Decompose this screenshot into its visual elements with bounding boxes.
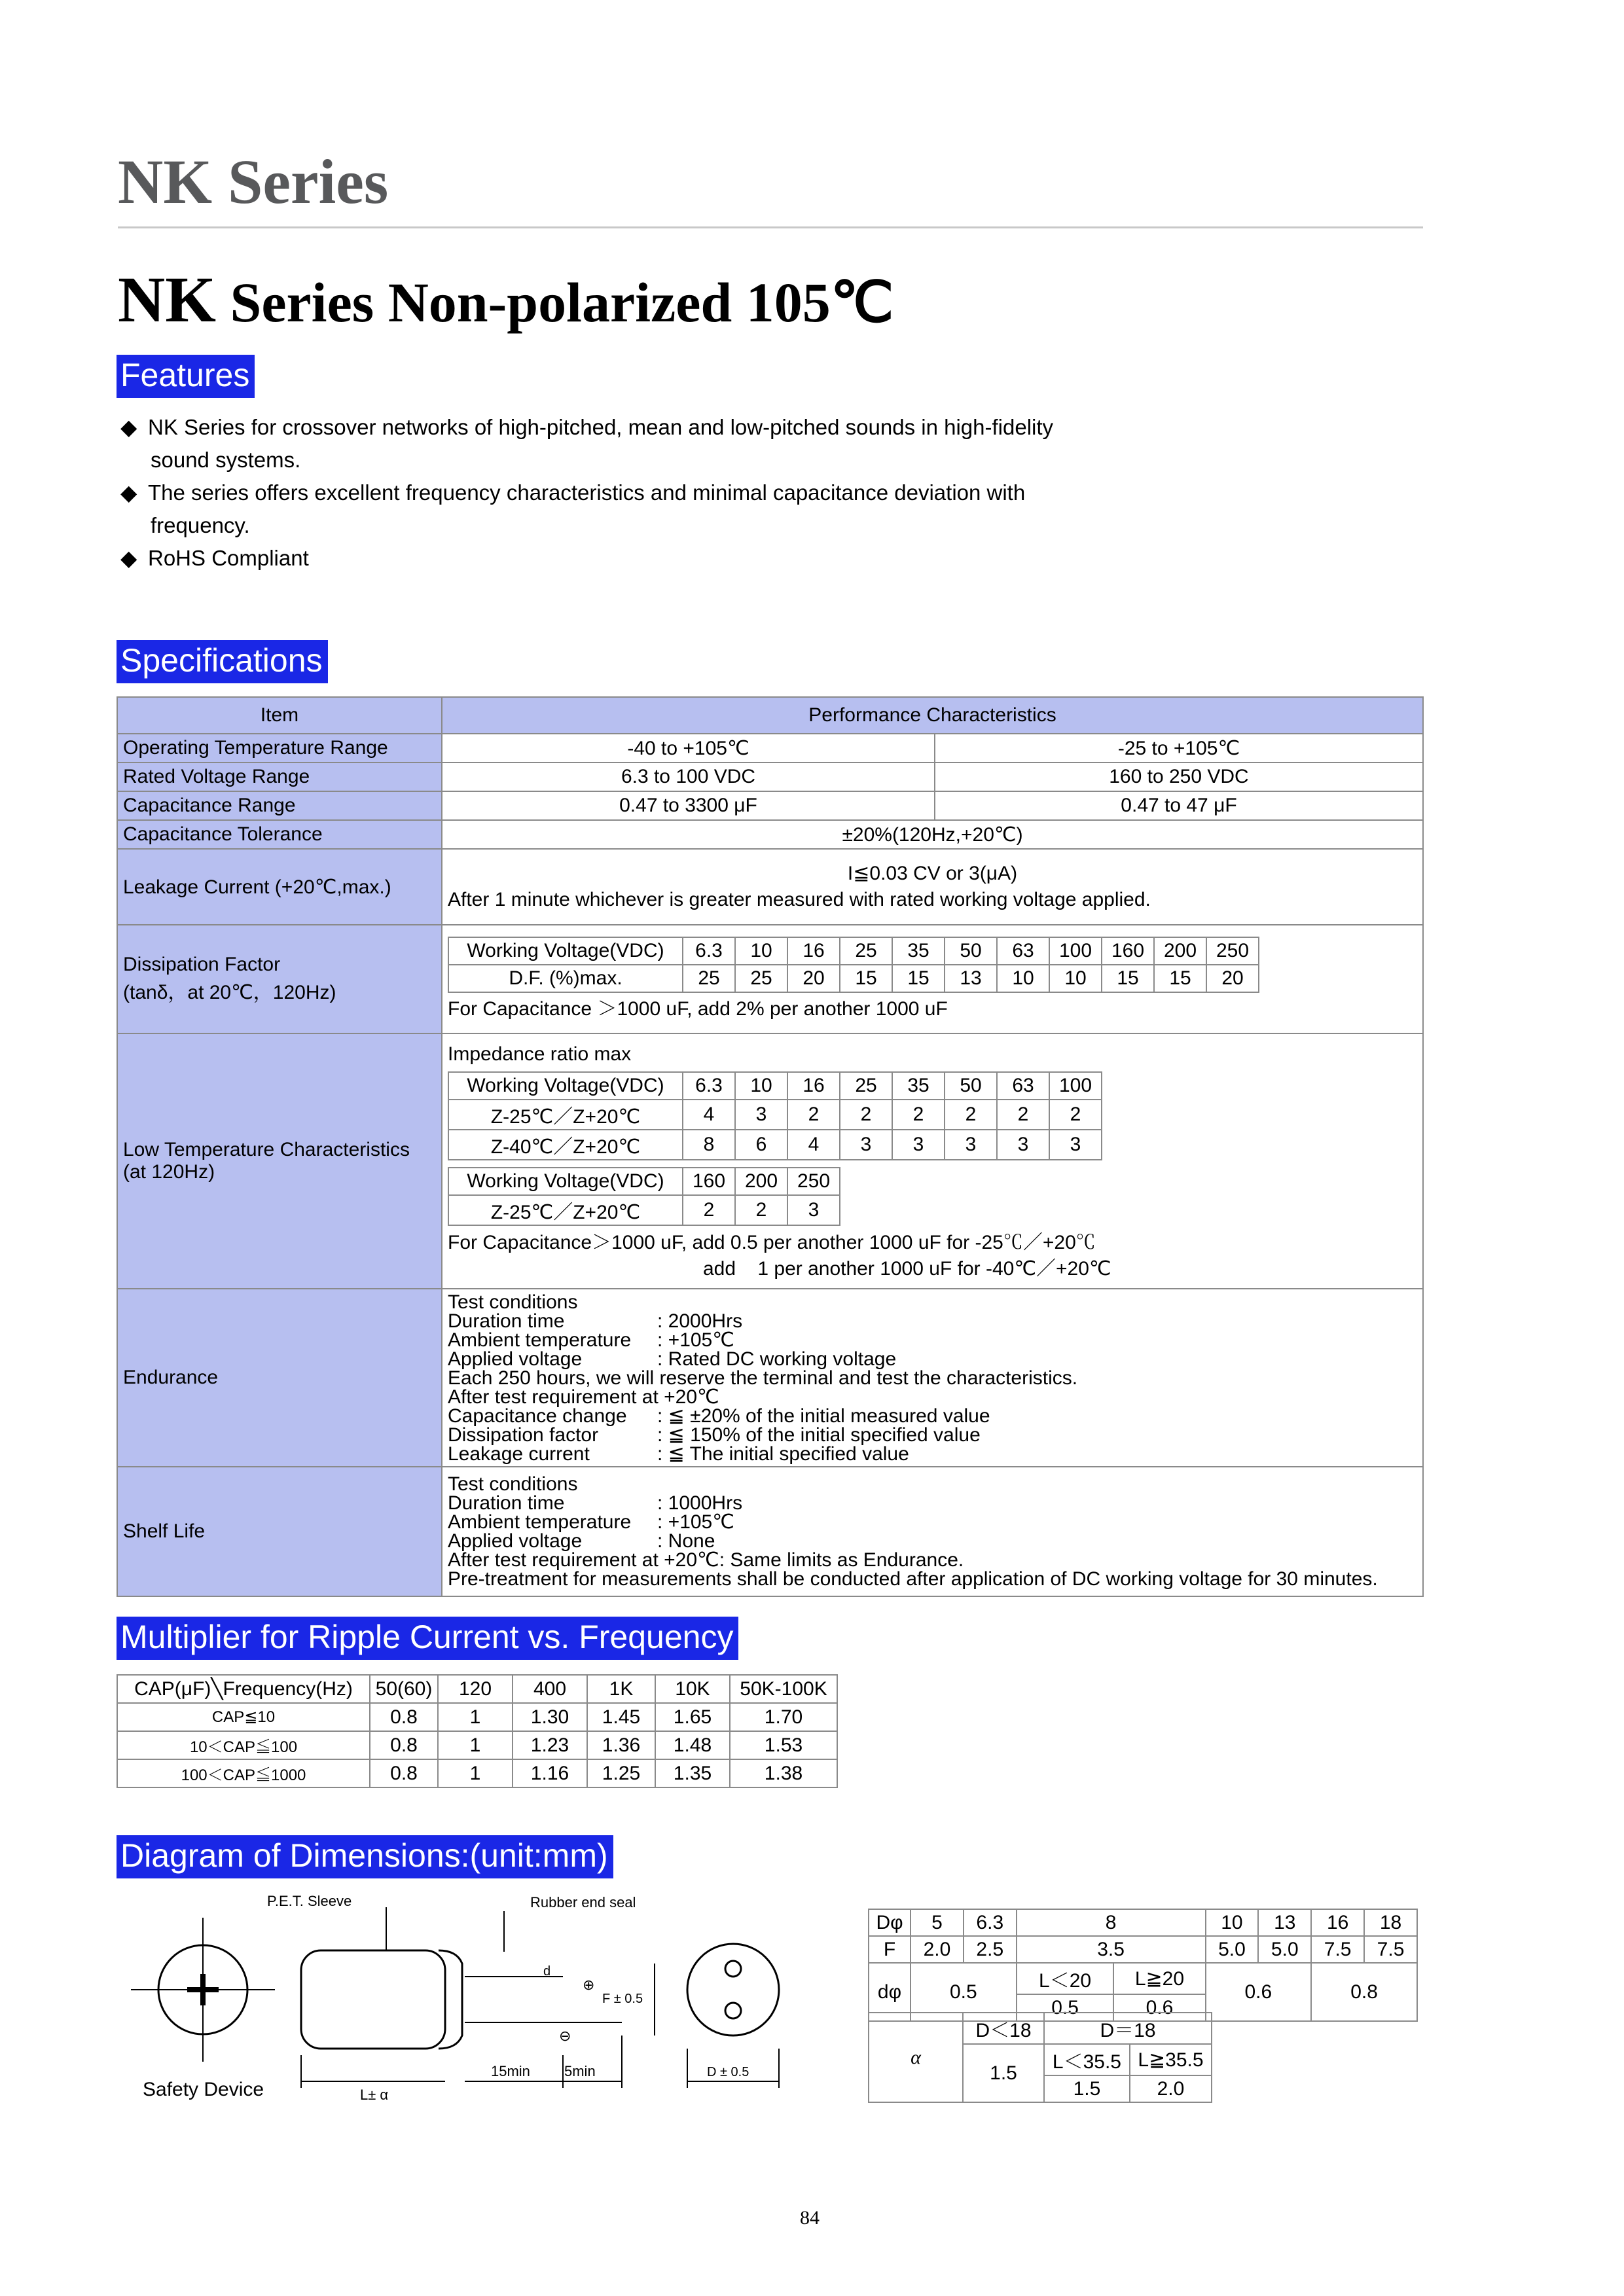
ripple-header-cell: 50K-100K <box>730 1675 837 1703</box>
table-row <box>117 1731 837 1759</box>
impedance-table-2 <box>448 1167 840 1226</box>
table-row <box>117 1759 837 1787</box>
condition-line <box>448 1513 1417 1532</box>
condition-line <box>448 1350 1417 1369</box>
lt-voltage-cell: 160 <box>683 1168 735 1195</box>
features-list <box>120 411 1053 575</box>
spec-label <box>117 1033 442 1289</box>
condition-value: : 2000Hrs <box>657 1310 743 1332</box>
df-voltage-cell: 50 <box>945 937 997 965</box>
lt-z40-cell: 3 <box>840 1130 892 1160</box>
dim-cell: 18 <box>1364 1909 1417 1936</box>
dim-cell: D＜18 <box>963 2013 1044 2044</box>
dim-cell: 0.6 <box>1206 1963 1312 2021</box>
feature-text-cont: sound systems. <box>151 448 301 472</box>
endurance-conditions <box>442 1289 1423 1467</box>
lt-z25-cell: 2 <box>1049 1100 1102 1130</box>
lt-voltage-cell: 100 <box>1049 1072 1102 1100</box>
rubber-seal-label: Rubber end seal <box>530 1894 636 1910</box>
df-voltage-cell: 100 <box>1049 937 1102 965</box>
lt-voltage-cell: 50 <box>945 1072 997 1100</box>
condition-key: Duration time <box>448 1492 565 1514</box>
condition-value: : ≦ The initial specified value <box>657 1443 909 1465</box>
dimension-table-1 <box>868 1909 1418 2022</box>
dim-cell: 3.5 <box>1017 1936 1206 1963</box>
spec-label: Endurance <box>117 1289 442 1467</box>
dimensions-heading: Diagram of Dimensions:(unit:mm) <box>117 1835 613 1878</box>
spec-row-endurance <box>117 1289 1423 1467</box>
spec-row-cap-range <box>117 791 1423 820</box>
specifications-table <box>117 696 1424 1597</box>
condition-line <box>448 1494 1417 1513</box>
df-table <box>448 937 1259 993</box>
condition-key: Leakage current <box>448 1443 590 1465</box>
condition-line <box>448 1388 1417 1407</box>
impedance-title: Impedance ratio max <box>448 1043 632 1065</box>
condition-line <box>448 1369 1417 1388</box>
dim-f-label: F <box>869 1936 911 1963</box>
spec-value: ±20%(120Hz,+20℃) <box>442 820 1423 849</box>
spec-label: Leakage Current (+20℃,max.) <box>117 849 442 925</box>
lt-z25-label: Z-25℃／Z+20℃ <box>448 1100 683 1130</box>
df-voltage-cell: 63 <box>997 937 1049 965</box>
feature-text: NK Series for crossover networks of high-pitched, mean and low-pitched sounds in high-fidelity <box>148 415 1054 439</box>
dim-cell: L＜35.5 <box>1044 2044 1130 2075</box>
dim-cell: 0.6 <box>1113 1994 1205 2021</box>
ripple-value-cell: 1.23 <box>513 1731 587 1759</box>
condition-line <box>448 1444 1417 1463</box>
capacitor-body <box>301 1950 445 2049</box>
df-value-cell: 20 <box>787 965 840 992</box>
condition-value: : None <box>657 1530 715 1552</box>
spec-row-cap-tolerance <box>117 820 1423 849</box>
dim-cell: 16 <box>1311 1909 1364 1936</box>
df-voltage-cell: 6.3 <box>683 937 735 965</box>
feature-item <box>120 542 1053 575</box>
df-label: Dissipation Factor <box>123 954 281 975</box>
ripple-value-cell: 0.8 <box>370 1703 438 1731</box>
lt-z40-cell: 3 <box>997 1130 1049 1160</box>
spec-value: -25 to +105℃ <box>935 734 1423 762</box>
condition-line <box>448 1293 1417 1312</box>
condition-line <box>448 1407 1417 1426</box>
lt-wv-label: Working Voltage(VDC) <box>448 1072 683 1100</box>
spec-value: 160 to 250 VDC <box>935 762 1423 791</box>
condition-line <box>448 1475 1417 1494</box>
lead-d-label: d <box>543 1964 551 1979</box>
ripple-heading: Multiplier for Ripple Current vs. Frequency <box>117 1617 738 1660</box>
df-value-cell: 15 <box>1102 965 1154 992</box>
df-note: For Capacitance ＞1000 uF, add 2% per another 1000 uF <box>448 998 948 1020</box>
diamond-bullet-icon: ◆ <box>120 480 137 505</box>
page-title <box>118 262 893 337</box>
lt-voltage-cell: 35 <box>892 1072 945 1100</box>
spec-header-row <box>117 697 1423 734</box>
min5-label: 5min <box>564 2063 596 2079</box>
dimension-drawing <box>111 1892 818 2108</box>
condition-line <box>448 1532 1417 1551</box>
spec-row-leakage <box>117 849 1423 925</box>
ripple-value-cell: 0.8 <box>370 1731 438 1759</box>
ripple-value-cell: 1 <box>438 1703 513 1731</box>
df-voltage-cell: 35 <box>892 937 945 965</box>
df-voltage-cell: 160 <box>1102 937 1154 965</box>
ripple-value-cell: 1.48 <box>655 1731 730 1759</box>
condition-key: Pre-treatment for measurements shall be conducted after application of DC working voltage for 30 minutes. <box>448 1568 1378 1590</box>
condition-key: Applied voltage <box>448 1530 583 1552</box>
condition-key: Ambient temperature <box>448 1329 632 1351</box>
lt-voltage-cell: 250 <box>787 1168 840 1195</box>
lowtemp-label-cond: (at 120Hz) <box>123 1161 215 1183</box>
ripple-value-cell: 1.30 <box>513 1703 587 1731</box>
df-wv-label: Working Voltage(VDC) <box>448 937 683 965</box>
ripple-value-cell: 1.53 <box>730 1731 837 1759</box>
lt-z25-label: Z-25℃／Z+20℃ <box>448 1195 683 1225</box>
dim-cell: 6.3 <box>964 1909 1017 1936</box>
condition-key: Test conditions <box>448 1473 578 1495</box>
ripple-value-cell: 1.16 <box>513 1759 587 1787</box>
feature-item <box>120 411 1053 444</box>
dim-cell: 5 <box>911 1909 964 1936</box>
spec-value <box>442 925 1423 1033</box>
ripple-value-cell: 1.36 <box>587 1731 655 1759</box>
ripple-header-cell: 50(60) <box>370 1675 438 1703</box>
condition-key: Test conditions <box>448 1291 578 1313</box>
spec-value: -40 to +105℃ <box>442 734 935 762</box>
spec-value: 0.47 to 3300 μF <box>442 791 935 820</box>
impedance-table-1 <box>448 1071 1102 1160</box>
spec-row-shelf <box>117 1467 1423 1596</box>
dim-cell: D＝18 <box>1044 2013 1212 2044</box>
df-df-label: D.F. (%)max. <box>448 965 683 992</box>
dim-cell: 7.5 <box>1364 1936 1417 1963</box>
dim-cell: 2.0 <box>1130 2075 1212 2102</box>
condition-key: Capacitance change <box>448 1405 627 1427</box>
df-voltage-cell: 25 <box>840 937 892 965</box>
feature-text: RoHS Compliant <box>148 546 309 570</box>
page-title-series: NK <box>118 263 216 336</box>
ripple-value-cell: 1.65 <box>655 1703 730 1731</box>
lt-voltage-cell: 200 <box>735 1168 787 1195</box>
ripple-value-cell: 1.38 <box>730 1759 837 1787</box>
spec-row-rated-voltage <box>117 762 1423 791</box>
spec-value <box>442 1033 1423 1289</box>
lt-z25-cell: 4 <box>683 1100 735 1130</box>
dim-dphi-label: dφ <box>869 1963 911 2021</box>
lowtemp-label: Low Temperature Characteristics <box>123 1139 410 1160</box>
lt-z40-cell: 8 <box>683 1130 735 1160</box>
spec-header-item: Item <box>117 697 442 734</box>
spec-value: 0.47 to 47 μF <box>935 791 1423 820</box>
ripple-value-cell: 1.45 <box>587 1703 655 1731</box>
capacitor-end-circle <box>687 1944 779 2036</box>
page-number: 84 <box>800 2207 820 2229</box>
dim-cell: 1.5 <box>1044 2075 1130 2102</box>
dim-dphi-row <box>869 1963 1417 1994</box>
lt-z25-cell: 2 <box>892 1100 945 1130</box>
lt-voltage-cell: 63 <box>997 1072 1049 1100</box>
condition-key: Each 250 hours, we will reserve the terminal and test the characteristics. <box>448 1367 1078 1389</box>
diamond-bullet-icon: ◆ <box>120 415 137 439</box>
pet-sleeve-label: P.E.T. Sleeve <box>267 1893 352 1909</box>
condition-line <box>448 1551 1417 1570</box>
ripple-header-cell: 10K <box>655 1675 730 1703</box>
lt-z25-cell: 3 <box>735 1100 787 1130</box>
minus-icon: ⊖ <box>559 2028 571 2044</box>
condition-value: : Rated DC working voltage <box>657 1348 897 1370</box>
lt-z40-cell: 3 <box>892 1130 945 1160</box>
leakage-note: After 1 minute whichever is greater measured with rated working voltage applied. <box>448 889 1151 910</box>
lt-z25-cell: 2 <box>840 1100 892 1130</box>
df-value-cell: 10 <box>997 965 1049 992</box>
condition-value: : +105℃ <box>657 1511 734 1533</box>
min15-label: 15min <box>491 2063 530 2079</box>
df-value-cell: 25 <box>735 965 787 992</box>
lt-z25-cell: 2 <box>997 1100 1049 1130</box>
plus-icon: ⊕ <box>583 1977 595 1993</box>
dim-cell: L≧20 <box>1113 1963 1205 1994</box>
feature-item <box>120 476 1053 509</box>
spec-label: Operating Temperature Range <box>117 734 442 762</box>
ripple-cap-cell: 100＜CAP≦1000 <box>117 1759 370 1787</box>
df-value-cell: 20 <box>1206 965 1259 992</box>
ripple-value-cell: 1.35 <box>655 1759 730 1787</box>
lt-voltage-cell: 16 <box>787 1072 840 1100</box>
df-value-cell: 15 <box>892 965 945 992</box>
ripple-cap-cell: CAP≦10 <box>117 1703 370 1731</box>
page-title-rest: Series Non-polarized 105℃ <box>216 271 894 334</box>
ripple-value-cell: 1 <box>438 1731 513 1759</box>
ripple-value-cell: 1.25 <box>587 1759 655 1787</box>
lt-z40-cell: 3 <box>1049 1130 1102 1160</box>
spec-label: Capacitance Range <box>117 791 442 820</box>
dim-d-row <box>869 1909 1417 1936</box>
ripple-header-cell: 120 <box>438 1675 513 1703</box>
condition-key: Duration time <box>448 1310 565 1332</box>
df-value-cell: 25 <box>683 965 735 992</box>
dimension-table-2 <box>868 2012 1212 2103</box>
lowtemp-note-2: add 1 per another 1000 uF for -40℃／+20℃ <box>703 1258 1111 1280</box>
table-row <box>117 1703 837 1731</box>
shelf-conditions <box>442 1467 1423 1596</box>
specifications-heading: Specifications <box>117 640 328 683</box>
lt-z25-cell: 2 <box>683 1195 735 1225</box>
lowtemp-note-1: For Capacitance＞1000 uF, add 0.5 per another 1000 uF for -25℃／+20℃ <box>448 1232 1096 1253</box>
ripple-header-cell: 400 <box>513 1675 587 1703</box>
spec-row-op-temp <box>117 734 1423 762</box>
f-label: F ± 0.5 <box>602 1992 643 2006</box>
condition-value: : 1000Hrs <box>657 1492 743 1514</box>
df-voltage-cell: 16 <box>787 937 840 965</box>
condition-value: : +105℃ <box>657 1329 734 1351</box>
condition-key: Ambient temperature <box>448 1511 632 1533</box>
lt-z40-cell: 4 <box>787 1130 840 1160</box>
ripple-header-row <box>117 1675 837 1703</box>
dim-f-row <box>869 1936 1417 1963</box>
lt-z40-label: Z-40℃／Z+20℃ <box>448 1130 683 1160</box>
condition-line <box>448 1426 1417 1444</box>
dim-d-label: Dφ <box>869 1909 911 1936</box>
condition-key: After test requirement at +20℃: Same limits as Endurance. <box>448 1549 964 1571</box>
condition-key: Applied voltage <box>448 1348 583 1370</box>
dim-cell: 2.0 <box>911 1936 964 1963</box>
feature-text: The series offers excellent frequency characteristics and minimal capacitance deviation with <box>148 480 1026 505</box>
lt-z25-cell: 2 <box>787 1100 840 1130</box>
diamond-bullet-icon: ◆ <box>120 546 137 570</box>
ripple-table <box>117 1674 838 1788</box>
condition-value: : ≦ ±20% of the initial measured value <box>657 1405 990 1427</box>
lt-z25-cell: 2 <box>735 1195 787 1225</box>
dim-cell: 13 <box>1258 1909 1311 1936</box>
ripple-value-cell: 0.8 <box>370 1759 438 1787</box>
ripple-value-cell: 1 <box>438 1759 513 1787</box>
dim-cell: L≧35.5 <box>1130 2044 1212 2075</box>
lt-z25-cell: 2 <box>945 1100 997 1130</box>
lt-voltage-cell: 25 <box>840 1072 892 1100</box>
spec-header-performance: Performance Characteristics <box>442 697 1423 734</box>
l-alpha-label: L± α <box>360 2087 389 2103</box>
condition-key: After test requirement at +20℃ <box>448 1386 719 1408</box>
dim-cell: 8 <box>1017 1909 1206 1936</box>
spec-label: Shelf Life <box>117 1467 442 1596</box>
safety-device-label: Safety Device <box>143 2079 264 2100</box>
ripple-header-cell: 1K <box>587 1675 655 1703</box>
spec-row-dissipation <box>117 925 1423 1033</box>
dim-cell: 10 <box>1206 1909 1259 1936</box>
features-heading: Features <box>117 355 255 398</box>
dim-cell: 0.5 <box>1017 1994 1114 2021</box>
dim-cell: 5.0 <box>1258 1936 1311 1963</box>
lt-voltage-cell: 6.3 <box>683 1072 735 1100</box>
df-value-cell: 15 <box>1154 965 1206 992</box>
dim-cell: 0.5 <box>911 1963 1017 2021</box>
spec-row-low-temp <box>117 1033 1423 1289</box>
dim-cell: 5.0 <box>1206 1936 1259 1963</box>
df-voltage-cell: 10 <box>735 937 787 965</box>
spec-label: Capacitance Tolerance <box>117 820 442 849</box>
spec-label: Rated Voltage Range <box>117 762 442 791</box>
df-label-cond: (tanδ，at 20℃，120Hz) <box>123 982 336 1003</box>
ripple-header-cell: CAP(μF)╲Frequency(Hz) <box>117 1675 370 1703</box>
d-label: D ± 0.5 <box>707 2065 749 2079</box>
df-value-cell: 10 <box>1049 965 1102 992</box>
df-voltage-cell: 200 <box>1154 937 1206 965</box>
spec-value: 6.3 to 100 VDC <box>442 762 935 791</box>
dim-cell: L＜20 <box>1017 1963 1114 1994</box>
lt-voltage-cell: 10 <box>735 1072 787 1100</box>
series-title: NK Series <box>118 147 389 217</box>
condition-line <box>448 1570 1417 1588</box>
dim-alpha-label: α <box>869 2013 963 2102</box>
condition-line <box>448 1331 1417 1350</box>
ripple-cap-cell: 10＜CAP≦100 <box>117 1731 370 1759</box>
dim-cell: 2.5 <box>964 1936 1017 1963</box>
dim-cell: 1.5 <box>963 2044 1044 2102</box>
df-voltage-cell: 250 <box>1206 937 1259 965</box>
spec-value <box>442 849 1423 925</box>
dim-cell: 7.5 <box>1311 1936 1364 1963</box>
lt-z25-cell: 3 <box>787 1195 840 1225</box>
condition-value: : ≦ 150% of the initial specified value <box>657 1424 981 1446</box>
feature-text-cont: frequency. <box>151 513 250 537</box>
lt-z40-cell: 6 <box>735 1130 787 1160</box>
dim-cell: 0.8 <box>1311 1963 1417 2021</box>
leakage-formula: I≦0.03 CV or 3(μA) <box>847 863 1018 884</box>
df-value-cell: 13 <box>945 965 997 992</box>
df-value-cell: 15 <box>840 965 892 992</box>
condition-key: Dissipation factor <box>448 1424 599 1446</box>
lt-wv-label: Working Voltage(VDC) <box>448 1168 683 1195</box>
header-divider <box>118 226 1423 228</box>
ripple-value-cell: 1.70 <box>730 1703 837 1731</box>
spec-label <box>117 925 442 1033</box>
condition-line <box>448 1312 1417 1331</box>
lt-z40-cell: 3 <box>945 1130 997 1160</box>
